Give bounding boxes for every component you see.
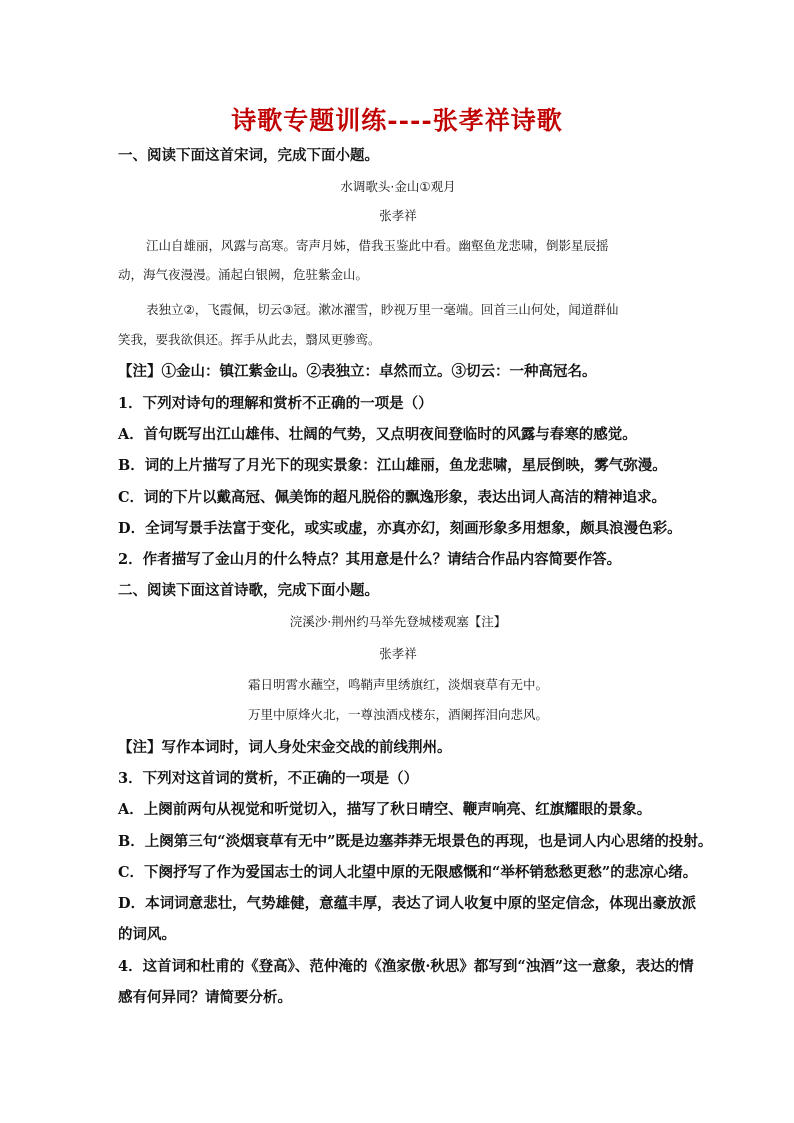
poem1-line: 表独立②，飞霞佩，切云③冠。漱冰濯雪，眇视万里一毫端。回首三山何处，闻道群仙 [146, 302, 619, 317]
poem1-note: 【注】①金山：镇江紫金山。②表独立：卓然而立。③切云：一种高冠名。 [118, 363, 597, 380]
q3-option-d: D．本词词意悲壮，气势雄健，意蕴丰厚，表达了词人收复中原的坚定信念，体现出豪放派 [118, 895, 697, 912]
poem2-note: 【注】写作本词时，词人身处宋金交战的前线荆州。 [118, 739, 452, 756]
q3-option-b: B．上阕第三句“淡烟衰草有无中”既是边塞莽莽无垠景色的再现，也是词人内心思绪的投射。 [118, 833, 713, 850]
question-4-cont: 感有何异同？请简要分析。 [118, 989, 292, 1006]
q3-option-a: A．上阕前两句从视觉和听觉切入，描写了秋日晴空、鞭声响亮、红旗耀眼的景象。 [118, 801, 652, 818]
poem2-title: 浣溪沙·荆州约马举先登城楼观塞【注】 [289, 614, 507, 629]
poem2-line: 万里中原烽火北，一尊浊酒戍楼东，酒阑挥泪向悲风。 [247, 707, 548, 722]
question-4: 4．这首词和杜甫的《登高》、范仲淹的《渔家傲·秋思》都写到“浊酒”这一意象，表达的情 [118, 958, 694, 975]
poem1-line: 动，海气夜漫漫。涌起白银阙，危驻紫金山。 [118, 267, 369, 282]
q1-option-d: D．全词写景手法富于变化，或实或虚，亦真亦幻，刻画形象多用想象，颇具浪漫色彩。 [118, 520, 682, 537]
q3-option-d-cont: 的词风。 [118, 926, 176, 943]
q1-option-c: C．词的下片以戴高冠、佩美饰的超凡脱俗的飘逸形象，表达出词人高洁的精神追求。 [118, 489, 667, 506]
question-2: 2．作者描写了金山月的什么特点？其用意是什么？请结合作品内容简要作答。 [118, 551, 622, 568]
question-3: 3．下列对这首词的赏析，不正确的一项是（） [118, 770, 419, 787]
poem1-title: 水调歌头·金山①观月 [340, 179, 456, 194]
poem1-author: 张孝祥 [379, 208, 417, 223]
q1-option-b: B．词的上片描写了月光下的现实景象：江山雄丽，鱼龙悲啸，星辰倒映，雾气弥漫。 [118, 457, 667, 474]
poem1-line: 江山自雄丽，风露与高寒。寄声月姊，借我玉鉴此中看。幽壑鱼龙悲啸，倒影星辰摇 [146, 238, 609, 253]
poem1-line: 笑我，要我欲俱还。挥手从此去，翳凤更骖鸾。 [118, 332, 381, 347]
question-1: 1．下列对诗句的理解和赏析不正确的一项是（） [118, 395, 433, 412]
q3-option-c: C．下阕抒写了作为爱国志士的词人北望中原的无限感慨和“举杯销愁愁更愁”的悲凉心绪。 [118, 864, 698, 881]
section2-heading: 二、阅读下面这首诗歌，完成下面小题。 [118, 582, 379, 599]
poem2-author: 张孝祥 [379, 646, 417, 661]
poem2-line: 霜日明霄水蘸空，鸣鞘声里绣旗红，淡烟衰草有无中。 [247, 677, 548, 692]
q1-option-a: A．首句既写出江山雄伟、壮阔的气势，又点明夜间登临时的风露与春寒的感觉。 [118, 426, 637, 443]
page-title: 诗歌专题训练----张孝祥诗歌 [231, 106, 563, 135]
section1-heading: 一、阅读下面这首宋词，完成下面小题。 [118, 147, 379, 164]
